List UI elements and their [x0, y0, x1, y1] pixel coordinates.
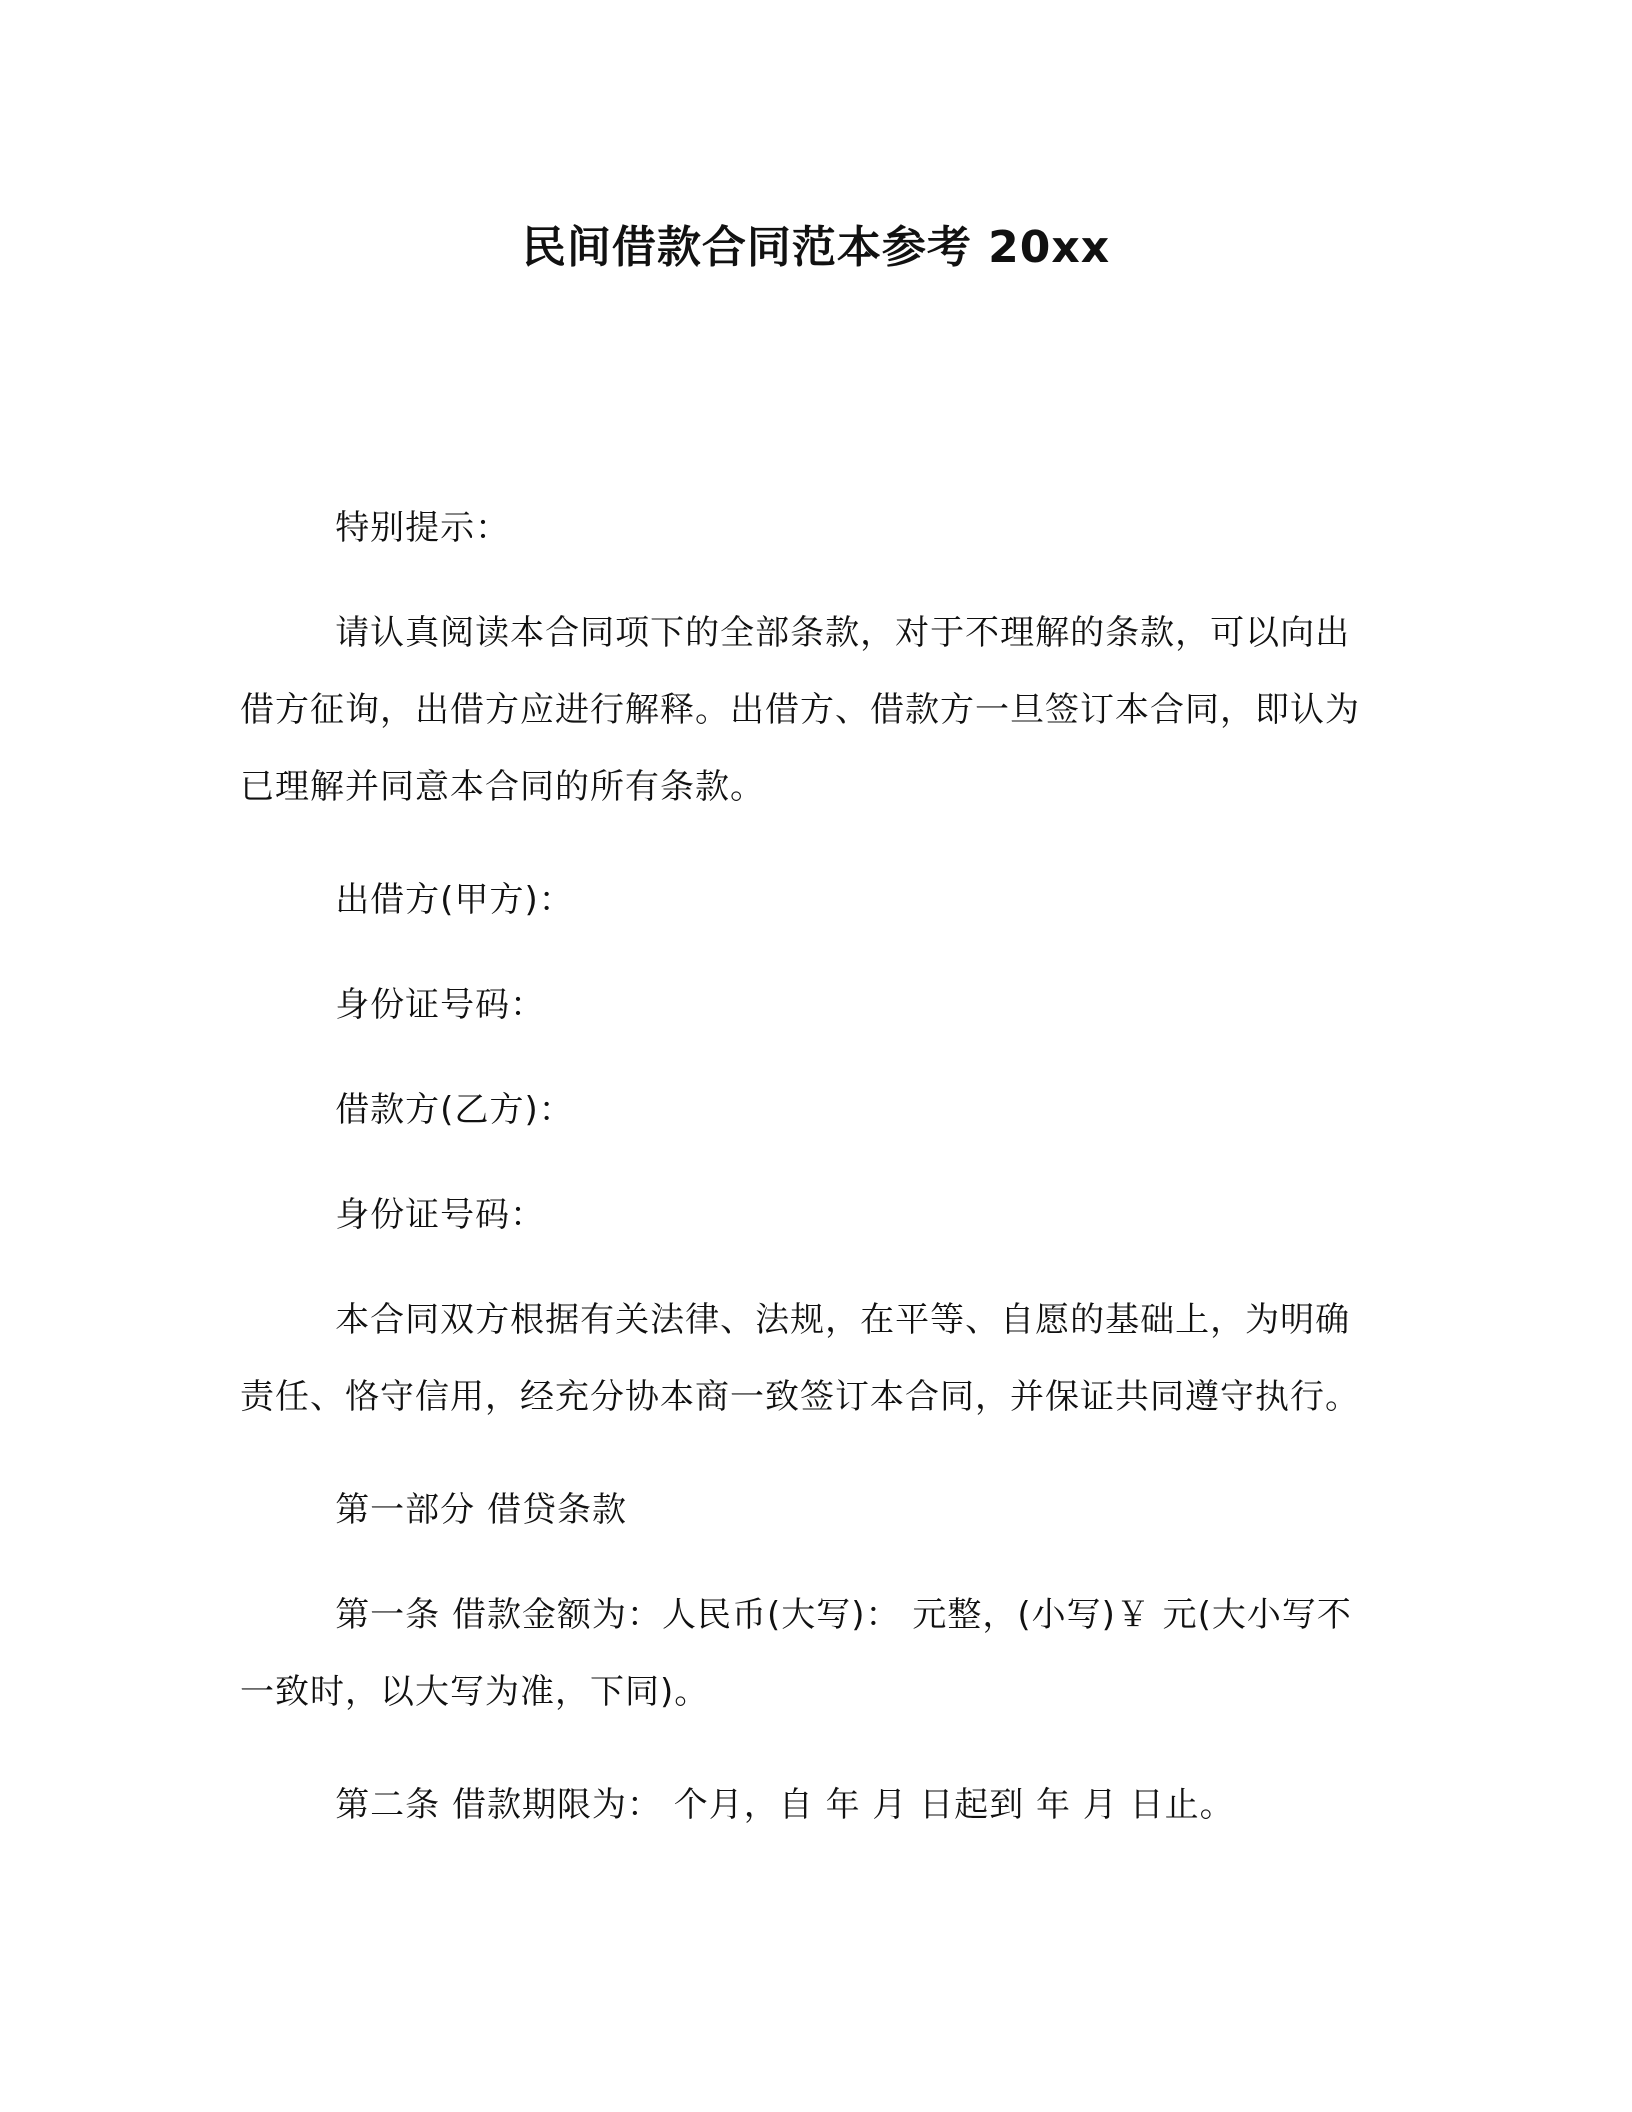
document-title: 民间借款合同范本参考 20xx — [521, 222, 1111, 273]
section-heading-loan-terms: 第一部分 借贷条款 — [335, 1490, 627, 1530]
lender-field-label: 出借方(甲方)： — [335, 880, 574, 920]
document-body — [240, 490, 1380, 1880]
borrower-id-field-label: 身份证号码： — [335, 1195, 546, 1235]
article-1-loan-amount: 第一条 借款金额为：人民币(大写)： 元整，(小写)￥ 元(大小写不一致时，以大写为准，下同)。 — [240, 1595, 1352, 1712]
notice-paragraph: 请认真阅读本合同项下的全部条款，对于不理解的条款，可以向出借方征询，出借方应进行解释。出借方、借款方一旦签订本合同，即认为已理解并同意本合同的所有条款。 — [240, 613, 1360, 807]
special-notice-heading: 特别提示： — [335, 508, 511, 548]
lender-id-field-label: 身份证号码： — [335, 985, 546, 1025]
agreement-intro-paragraph: 本合同双方根据有关法律、法规，在平等、自愿的基础上，为明确责任、恪守信用，经充分协本商一致签订本合同，并保证共同遵守执行。 — [240, 1300, 1360, 1417]
borrower-field-label: 借款方(乙方)： — [335, 1090, 574, 1130]
article-2-loan-term: 第二条 借款期限为： 个月，自 年 月 日起到 年 月 日止。 — [335, 1785, 1235, 1825]
